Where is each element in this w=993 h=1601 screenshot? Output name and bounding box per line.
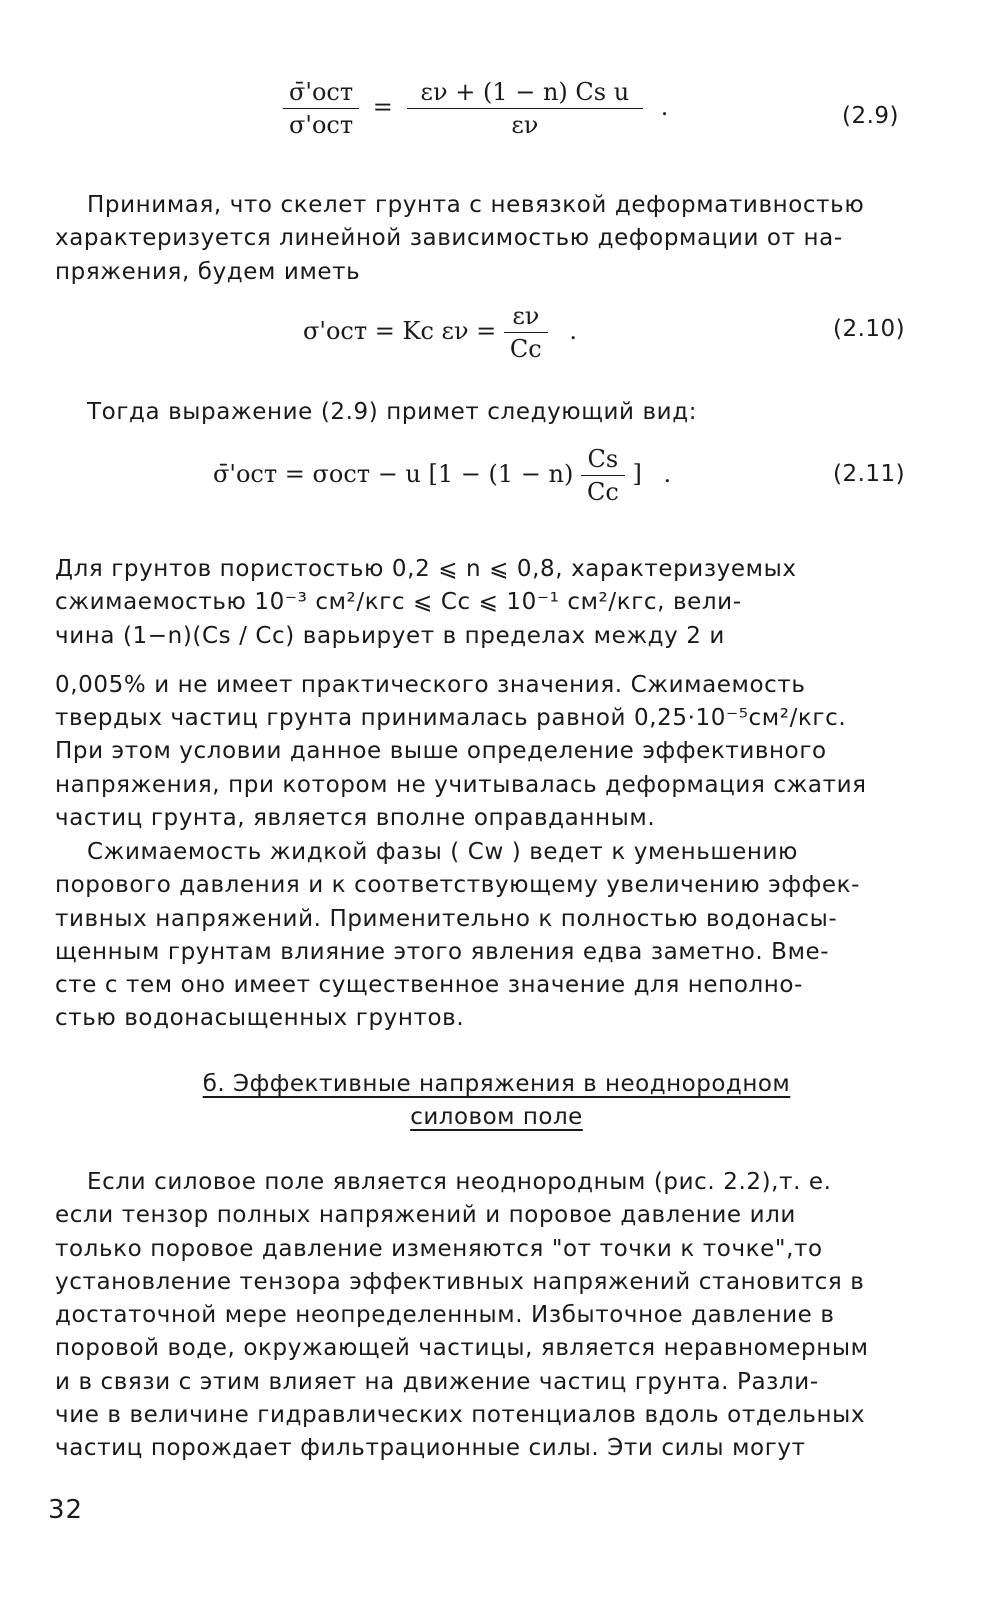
text-line: сте с тем оно имеет существенное значение для неполно- <box>55 972 804 999</box>
eq-2-9-rhs-denominator: εν <box>511 111 539 139</box>
text-line: характеризуется линейной зависимостью деформации от на- <box>55 225 843 252</box>
text-line: поровой воде, окружающей частицы, является неравномерным <box>55 1335 869 1362</box>
section-heading-line-1: б. Эффективные напряжения в неоднородном <box>202 1071 791 1097</box>
text-line: порового давления и к соответствующему увеличению эффек- <box>55 872 861 899</box>
eq-2-10-fraction <box>504 302 548 363</box>
text-line: стью водонасыщенных грунтов. <box>55 1005 465 1032</box>
text-line: напряжения, при котором не учитывалась деформация сжатия <box>55 771 867 798</box>
eq-2-10-denominator: Cc <box>509 335 542 363</box>
text-line: установление тензора эффективных напряжений становится в <box>55 1268 865 1295</box>
eq-2-10-numerator: εν <box>504 302 548 333</box>
text-line: тивных напряжений. Применительно к полностью водонасы- <box>55 905 838 932</box>
equation-number-2-11: (2.11) <box>833 461 906 487</box>
paragraph-2 <box>55 396 930 429</box>
text-line: если тензор полных напряжений и поровое давление или <box>55 1202 796 1229</box>
paragraph-5 <box>55 1166 930 1466</box>
text-line: Если силовое поле является неоднородным (рис. 2.2),т. е. <box>87 1169 832 1195</box>
text-line: частиц грунта, является вполне оправданным. <box>55 805 656 832</box>
section-heading <box>0 1068 993 1101</box>
text-line: и в связи с этим влияет на движение частиц грунта. Разли- <box>55 1368 819 1395</box>
page-number: 32 <box>48 1495 84 1525</box>
text-line: твердых частиц грунта принималась равной 0,25·10⁻⁵см²/кгс. <box>55 705 847 732</box>
eq-2-9-lhs-fraction <box>283 78 359 139</box>
eq-2-9-lhs-numerator: σ̄'ост <box>283 78 359 109</box>
text-line: 0,005% и не имеет практического значения. Сжимаемость <box>55 671 806 698</box>
equation-2-11: σ̄'ост = σост − u [1 − (1 − n) $\frac{Cs}{Cc}$ ] . <box>213 445 672 506</box>
eq-2-11-fraction <box>581 445 625 506</box>
paragraph-4 <box>55 836 930 1036</box>
eq-2-9-rhs-numerator: εν + (1 − n) Cs u <box>407 78 644 109</box>
text-line: Тогда выражение (2.9) примет следующий вид: <box>87 399 698 425</box>
text-line: Сжимаемость жидкой фазы ( Cw ) ведет к уменьшению <box>87 839 798 865</box>
text-line: Для грунтов пористостью 0,2 ⩽ n ⩽ 0,8, характеризуемых <box>55 556 797 582</box>
text-line: только поровое давление изменяются "от точки к точке",то <box>55 1235 823 1262</box>
paragraph-3 <box>55 553 930 835</box>
eq-2-11-denominator: Cc <box>586 478 619 506</box>
text-line: При этом условии данное выше определение эффективного <box>55 738 827 765</box>
eq-2-9-rhs-fraction <box>407 78 644 139</box>
equation-2-9: $\frac{\text{σ̄'ост}}{\text{σ'ост}}$ = $\frac{\text{εν + (1 − n) Cs u}}{\varepsilon\nu}$ . <box>283 78 668 139</box>
eq-2-10-lhs: σ'ост = Kc εν = <box>303 317 497 345</box>
eq-2-11-lhs: σ̄'ост = σост − u [1 − (1 − n) <box>213 460 574 488</box>
paragraph-1 <box>55 189 930 289</box>
eq-2-9-lhs-denominator: σ'ост <box>289 111 354 139</box>
equation-number-2-10: (2.10) <box>833 316 906 342</box>
section-heading-line-2: силовом поле <box>410 1104 583 1130</box>
text-line: чие в величине гидравлических потенциалов вдоль отдельных <box>55 1402 866 1429</box>
text-line: чина (1−n)(Cs / Cc) варьирует в пределах между 2 и <box>55 622 725 649</box>
eq-2-11-numerator: Cs <box>581 445 625 476</box>
text-line: частиц порождает фильтрационные силы. Эти силы могут <box>55 1435 806 1462</box>
equation-number-2-9: (2.9) <box>842 103 900 129</box>
section-heading-2 <box>0 1101 993 1134</box>
text-line: сжимаемостью 10⁻³ см²/кгс ⩽ Cc ⩽ 10⁻¹ см²/кгс, вели- <box>55 589 742 616</box>
text-line: Принимая, что скелет грунта с невязкой деформативностью <box>87 192 865 218</box>
text-line: достаточной мере неопределенным. Избыточное давление в <box>55 1302 835 1329</box>
equation-2-10: σ'ост = Kc εν = $\frac{\varepsilon\nu}{Cc}$ . <box>303 302 578 363</box>
text-line: щенным грунтам влияние этого явления едва заметно. Вме- <box>55 938 830 965</box>
eq-2-11-tail: ] <box>632 460 642 488</box>
text-line: пряжения, будем иметь <box>55 258 361 285</box>
